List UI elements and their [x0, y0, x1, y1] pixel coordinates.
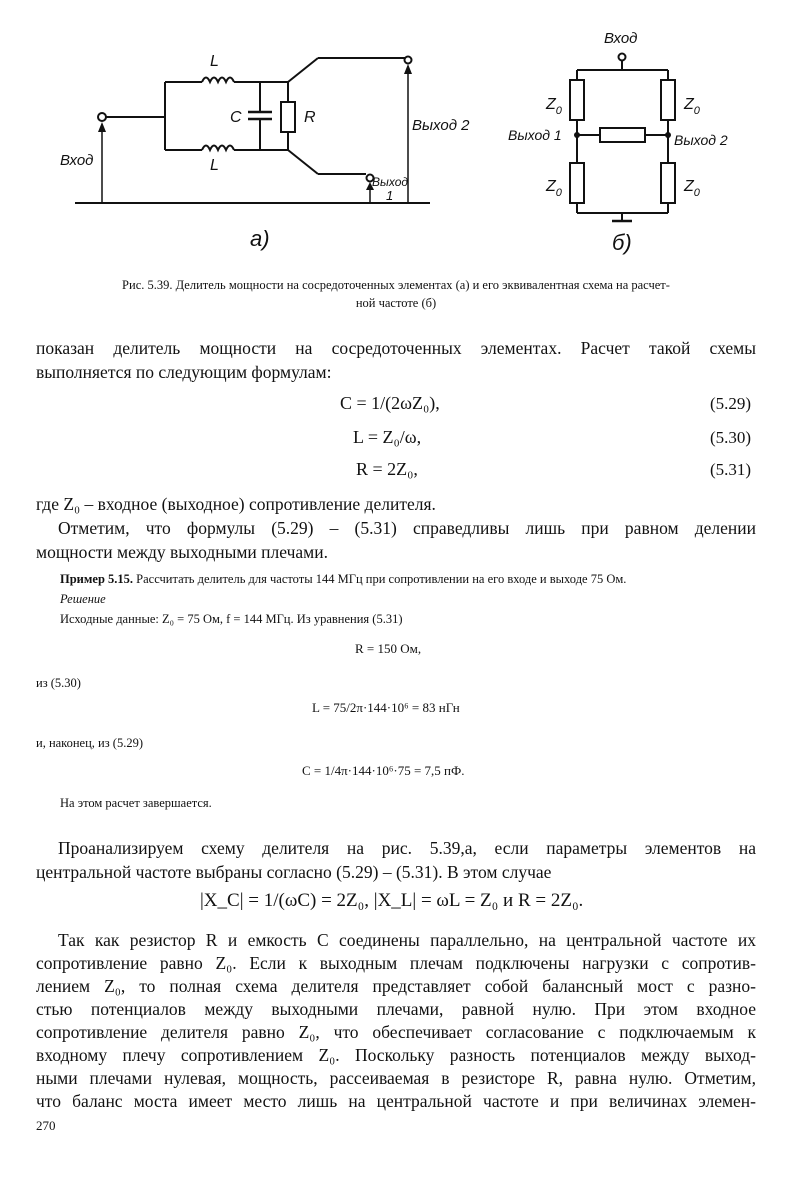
output2-arrow-head — [404, 64, 412, 74]
solution-label: Решение — [60, 592, 106, 606]
label-out1-b: Выход 1 — [508, 127, 562, 143]
para4-line1: Так как резистор R и емкость C соединены параллельно, на центральной частоте их — [58, 930, 756, 950]
output1-wire — [288, 150, 318, 174]
output2-wire — [288, 58, 318, 82]
resistor-right-bottom — [661, 163, 675, 203]
resistor-middle — [600, 128, 645, 142]
end-calc: На этом расчет завершается. — [60, 796, 212, 810]
inductor-bottom — [202, 146, 234, 151]
label-out2-b: Выход 2 — [674, 132, 728, 148]
resistor-left-top — [570, 80, 584, 120]
figure-a-circuit — [60, 40, 470, 260]
figure-b-bridge — [500, 25, 760, 265]
panel-b: б) — [612, 230, 632, 255]
resistor — [281, 102, 295, 132]
l-value: L = 75/2π·144·10⁶ = 83 нГн — [312, 700, 460, 715]
para4-line4: стью потенциалов между выходными плечами, равной нулю. При этом входное — [36, 999, 756, 1019]
z0-right-top: $Z_0$ — [684, 96, 700, 117]
label-input: Вход — [60, 152, 94, 169]
eq-5-31-number: (5.31) — [710, 460, 752, 479]
para4-line6: входному плечу сопротивлением Z₀. Поскольку разность потенциалов между выход- — [36, 1045, 756, 1065]
para4-line3: лением Z₀, то полная схема делителя представляет собой балансный мост с разно- — [36, 976, 756, 996]
label-output2: Выход 2 — [412, 117, 470, 134]
example-text: Рассчитать делитель для частоты 144 МГц при сопротивлении на его входе и выходе 75 Ом. — [133, 572, 627, 586]
node-out1 — [574, 132, 580, 138]
node-out2 — [665, 132, 671, 138]
given-data: Исходные данные: Z₀ = 75 Ом, f = 144 МГц. Из уравнения (5.31) — [60, 612, 403, 626]
panel-a: а) — [250, 226, 270, 251]
r-value: R = 150 Ом, — [355, 641, 422, 656]
inductor-top — [202, 78, 234, 83]
para2-line1: Отметим, что формулы (5.29) – (5.31) справедливы лишь при равном делении — [58, 518, 756, 538]
label-R: R — [304, 109, 316, 126]
example-head: Пример 5.15. — [60, 572, 134, 586]
page-number: 270 — [36, 1118, 56, 1133]
para4-line8: что баланс моста имеет место лишь на центральной частоте и при величинах элемен- — [36, 1091, 756, 1111]
where-line: где Z₀ – входное (выходное) сопротивление делителя. — [36, 494, 436, 514]
label-L-top: L — [210, 53, 219, 70]
c-value: C = 1/4π·144·10⁶·75 = 7,5 пФ. — [302, 763, 465, 778]
eq-5-29: C = 1/(2ωZ₀), — [340, 393, 440, 413]
label-C: C — [230, 109, 242, 126]
input-terminal-b — [619, 54, 626, 61]
resistor-right-top — [661, 80, 675, 120]
para1-line1: показан делитель мощности на сосредоточенных элементах. Расчет такой схемы — [36, 338, 756, 358]
eq-5-30: L = Z₀/ω, — [353, 427, 422, 447]
label-output1-word: Выход — [372, 175, 409, 189]
para1-line2: выполняется по следующим формулам: — [36, 362, 332, 382]
example-line — [60, 572, 760, 587]
figure-caption-line1: Рис. 5.39. Делитель мощности на сосредоточенных элементах (а) и его эквивалентная схема на расчет- — [122, 278, 670, 292]
input-arrow-head — [98, 122, 106, 132]
z0-left-bottom: $Z_0$ — [546, 178, 562, 199]
z0-right-bottom: $Z_0$ — [684, 178, 700, 199]
figure-caption-line2: ной частоте (б) — [355, 296, 437, 310]
resistor-left-bottom — [570, 163, 584, 203]
label-L-bottom: L — [210, 157, 219, 174]
input-terminal — [98, 113, 106, 121]
eq-bottom: |X_C| = 1/(ωC) = 2Z₀, |X_L| = ωL = Z₀ и R = 2Z₀. — [200, 890, 584, 911]
para2-line2: мощности между выходными плечами. — [36, 542, 328, 562]
z0-left-top: $Z_0$ — [546, 96, 562, 117]
para4-line5: сопротивление делителя равно Z₀, что обеспечивает согласование с подключаемым к — [36, 1022, 756, 1042]
para3-line1: Проанализируем схему делителя на рис. 5.39,а, если параметры элементов на — [58, 838, 756, 858]
label-input-b: Вход — [604, 30, 638, 47]
from-5-30: из (5.30) — [36, 676, 81, 690]
para4-line7: ными плечами нулевая, мощность, рассеиваемая в резисторе R, равна нулю. Отметим, — [36, 1068, 756, 1088]
eq-5-31: R = 2Z₀, — [356, 459, 418, 479]
output2-terminal — [405, 57, 412, 64]
label-output1-num: 1 — [386, 188, 394, 203]
para4-line2: сопротивление равно Z₀. Если к выходным плечам подключены нагрузки с сопротив- — [36, 953, 756, 973]
para3-line2: центральной частоте выбраны согласно (5.29) – (5.31). В этом случае — [36, 862, 552, 882]
from-5-29: и, наконец, из (5.29) — [36, 736, 143, 750]
eq-5-30-number: (5.30) — [710, 428, 752, 447]
eq-5-29-number: (5.29) — [710, 394, 752, 413]
